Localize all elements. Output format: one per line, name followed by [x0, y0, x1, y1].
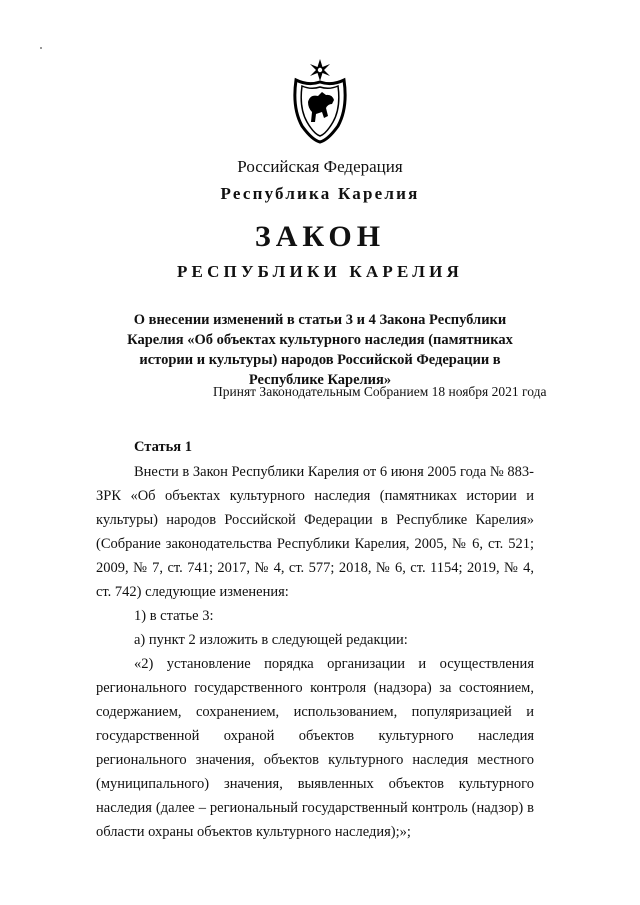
paragraph: а) пункт 2 изложить в следующей редакции:: [134, 632, 408, 648]
republic-name: Республика Карелия: [220, 184, 420, 203]
paragraph: Внести в Закон Республики Карелия от 6 июня 2005 года № 883-ЗРК «Об объектах культурного наследия (памятниках истории и культуры) народов Российской Федерации в Республике Карелия» (Собрание законодательства Республики Карелия, 2005, № 6, ст. 521; 2009, № 7, ст. 741; 2017, № 4, ст. 577; 2018, № 6, ст. 1154; 2019, № 4, ст. 742) следующие изменения:: [96, 464, 534, 600]
paragraph: «2) установление порядка организации и осуществления регионального государственного контроля (надзора) за состоянием, содержанием, сохранением, использованием, популяризацией и государственной охраной объектов культурного наследия регионального значения, объектов культурного наследия местного (муниципального) значения, выявленных объектов культурного наследия (далее – региональный государственный контроль (надзор) в области охраны объектов культурного наследия);»;: [96, 656, 534, 840]
coat-of-arms-icon: [288, 58, 352, 144]
law-title: ЗАКОН: [254, 220, 386, 253]
law-subtitle: РЕСПУБЛИКИ КАРЕЛИЯ: [176, 262, 464, 281]
country-name: Российская Федерация: [237, 157, 403, 176]
article-body: [96, 460, 534, 844]
article-heading: Статья 1: [134, 439, 192, 455]
paragraph: 1) в статье 3:: [134, 608, 214, 624]
document-title: О внесении изменений в статьи 3 и 4 Закона Республики Карелия «Об объектах культурного наследия (памятниках истории и культуры) народов Российской Федерации в Республике Карелия»: [127, 312, 513, 388]
scan-speck: [40, 47, 42, 49]
adoption-note: Принят Законодательным Собранием 18 ноября 2021 года: [213, 384, 547, 399]
